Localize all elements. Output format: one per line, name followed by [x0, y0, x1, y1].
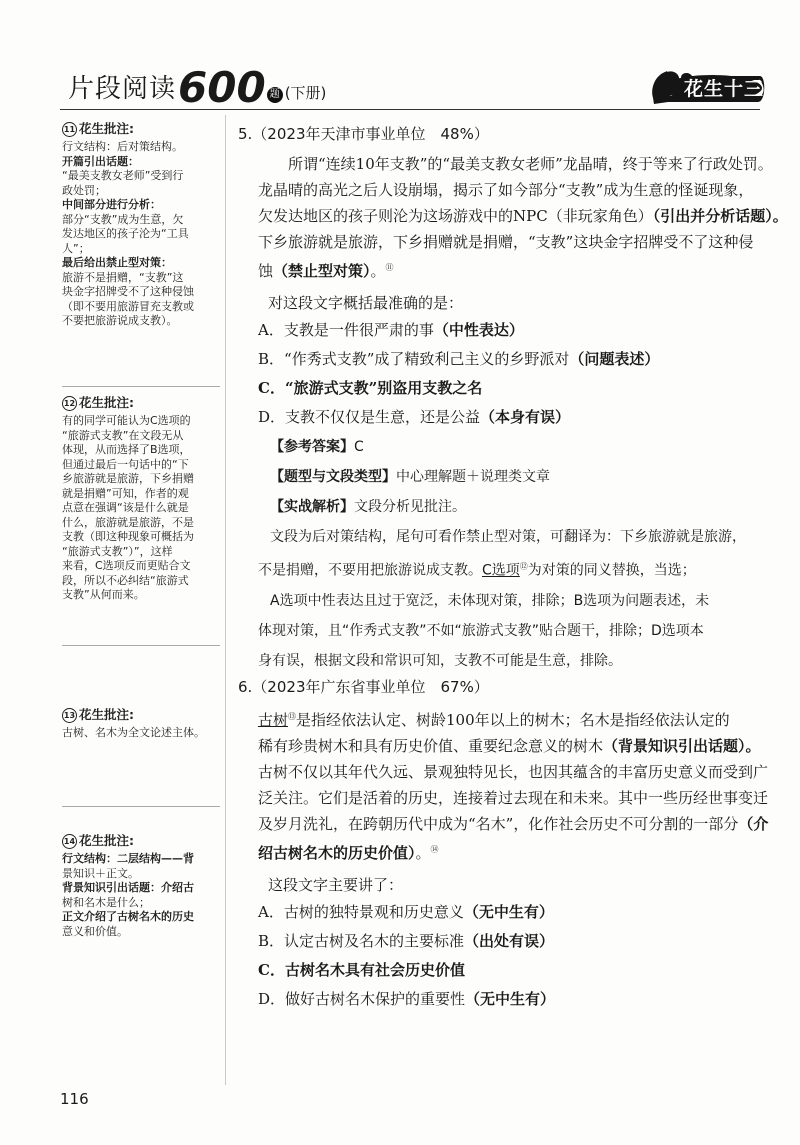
- question-5-passage: [258, 151, 788, 284]
- option-d[interactable]: [258, 403, 758, 432]
- note-line: 段，所以不必纠结“旅游式: [62, 573, 189, 587]
- note-number-icon: 12: [62, 396, 77, 411]
- annotation: （背景知识引出话题）。: [603, 737, 761, 755]
- analysis-line: 身有误，根据文段和常识可知，支教不可能是生意，排除。: [258, 652, 622, 669]
- passage-underlined: 古树: [258, 711, 289, 729]
- analysis-underlined: C选项: [482, 562, 520, 579]
- note-12: [62, 396, 220, 603]
- note-line: “最美支教女老师”受到行: [62, 169, 184, 182]
- note-line: 政处罚；: [62, 183, 106, 197]
- note-number-icon: 14: [62, 834, 77, 849]
- passage-line: [258, 733, 761, 759]
- note-line: “旅游式支教”在文段无从: [62, 428, 184, 442]
- type-key: 【题型与文段类型】: [270, 469, 396, 485]
- note-line: 树和名木是什么；: [62, 895, 150, 909]
- note-13-title: 花生批注:: [79, 707, 134, 723]
- book-title-main: 片段阅读: [68, 74, 177, 104]
- note-line: 中间部分进行分析：: [62, 198, 161, 211]
- option-text: A．支教是一件很严肃的事: [258, 321, 434, 339]
- option-note: （无中生有）: [465, 990, 556, 1008]
- note-separator: [62, 386, 220, 387]
- note-line: 发达地区的孩子沦为“工具: [62, 227, 189, 240]
- note-11: [62, 122, 220, 329]
- passage-text: 。: [415, 844, 431, 862]
- page-header: [0, 0, 800, 125]
- option-c[interactable]: [258, 956, 758, 985]
- note-11-title: 花生批注:: [79, 121, 134, 137]
- book-title-sub: (下册): [284, 84, 327, 102]
- note-line: “旅游式支教”）”，这样: [62, 544, 173, 558]
- note-line: 点意在强调“该是什么就是: [62, 501, 189, 514]
- note-ref: ⑫: [519, 562, 528, 571]
- option-note: （问题表述）: [569, 350, 660, 368]
- option-c[interactable]: [258, 374, 758, 403]
- note-line: 古树、名木为全文论述主体。: [62, 726, 205, 739]
- logo-text: 花生十三: [684, 78, 765, 100]
- note-line: 来看，C选项反而更贴合文: [62, 559, 191, 572]
- passage-line: [258, 255, 758, 284]
- book-title: [68, 63, 327, 112]
- note-line: 不要把旅游说成支教）。: [62, 314, 178, 327]
- note-line: 就是捐赠”可知，作者的观: [62, 486, 189, 500]
- question-5-stem: 对这段文字概括最准确的是：: [268, 294, 464, 312]
- note-11-header: [62, 122, 220, 137]
- note-line: 部分“支教”成为生意，欠: [62, 212, 184, 226]
- annotation: （介: [738, 815, 769, 833]
- option-a[interactable]: [258, 898, 758, 927]
- passage-text: 稀有珍贵树木和具有历史价值、重要纪念意义的树木: [258, 737, 604, 755]
- analysis-line: 文段为后对策结构，尾句可看作禁止型对策，可翻译为：下乡旅游就是旅游，: [270, 529, 746, 545]
- option-note: （出处有误）: [464, 932, 555, 950]
- passage-line: [258, 837, 758, 866]
- option-note: （中性表达）: [433, 321, 524, 339]
- note-line: 什么，旅游就是旅游，不是: [62, 515, 194, 529]
- passage-line: [258, 704, 758, 733]
- note-14-header: [62, 834, 220, 849]
- page-number: 116: [60, 1090, 89, 1108]
- type-line: [270, 462, 758, 492]
- note-line: 乡旅游就是旅游，下乡捐赠: [62, 472, 194, 485]
- analysis-text: 不是捐赠，不要用把旅游说成支教。: [258, 562, 482, 579]
- note-line: 有的同学可能认为C选项的: [62, 414, 191, 427]
- option-a[interactable]: [258, 316, 758, 345]
- note-line: 块金字招牌受不了这种侵蚀: [62, 285, 194, 298]
- analysis-line: A选项中性表达且过于宽泛，未体现对策，排除；B选项为问题表述，未: [270, 592, 710, 609]
- note-line: 行文结构：后对策结构。: [62, 140, 183, 153]
- passage-text: 欠发达地区的孩子则沦为这场游戏中的NPC（非玩家角色）: [258, 207, 653, 225]
- note-number-icon: 11: [62, 122, 77, 137]
- type-value: 中心理解题＋说理类文章: [396, 469, 550, 485]
- answer-key: 【参考答案】: [270, 439, 354, 455]
- note-separator: [62, 806, 220, 807]
- note-line: （即不要用旅游冒充支教或: [62, 299, 194, 313]
- question-6-stem: 这段文字主要讲了：: [268, 876, 404, 894]
- note-line: 最后给出禁止型对策：: [62, 256, 172, 269]
- option-b[interactable]: [258, 927, 758, 956]
- question-6-title: 6.（2023年广东省事业单位 67%）: [238, 678, 489, 696]
- note-line: 行文结构：二层结构——背: [62, 852, 194, 865]
- note-line: 旅游不是捐赠，“支教”这: [62, 270, 184, 284]
- analysis-line: [258, 552, 758, 586]
- option-note: （本身有误）: [480, 408, 571, 426]
- note-line: 意义和价值。: [62, 924, 128, 938]
- question-5: [238, 123, 788, 676]
- option-text: B．“作秀式支教”成了精致利己主义的乡野派对: [258, 350, 570, 368]
- note-ref: ⑪: [385, 263, 394, 272]
- passage-text: 蚀: [258, 262, 274, 280]
- annotation: （禁止型对策）: [273, 262, 371, 280]
- note-13-header: [62, 708, 220, 723]
- note-line: 体现，从而选择了B选项，: [62, 443, 191, 456]
- passage-line: 古树不仅以其年代久远、景观独特见长，也因其蕴含的丰富历史意义而受到广: [258, 763, 769, 781]
- note-number-icon: 13: [62, 708, 77, 723]
- note-14-title: 花生批注:: [79, 833, 134, 849]
- passage-line: 龙晶晴的高光之后人设崩塌，揭示了如今部分“支教”成为生意的怪诞现象，: [258, 181, 754, 199]
- note-12-title: 花生批注:: [79, 395, 134, 411]
- passage-text: 及岁月洗礼，在跨朝历代中成为“名木”，化作社会历史不可分割的一部分: [258, 815, 739, 833]
- answer-line: [270, 432, 758, 462]
- passage-line: 泛关注。它们是活着的历史，连接着过去现在和未来。其中一些历经世事变迁: [258, 789, 769, 807]
- option-text: D．支教不仅仅是生意，还是公益: [258, 408, 481, 426]
- analysis-key: 【实战解析】: [270, 499, 354, 515]
- annotation: 绍古树名木的历史价值）: [258, 844, 416, 862]
- book-title-number: 600: [178, 63, 266, 112]
- header-rule: [60, 109, 760, 110]
- analysis-line: 体现对策，且“作秀式支教”不如“旅游式支教”贴合题干，排除；D选项本: [258, 622, 704, 639]
- note-line: 但通过最后一句话中的“下: [62, 457, 189, 471]
- question-5-title: 5.（2023年天津市事业单位 48%）: [238, 125, 489, 143]
- note-12-header: [62, 396, 220, 411]
- question-6-options: [258, 898, 758, 1014]
- option-text: C．古树名木具有社会历史价值: [258, 961, 465, 979]
- analysis-value: 文段分析见批注。: [354, 499, 466, 515]
- passage-line: [258, 203, 788, 229]
- note-line: 背景知识引出话题：介绍古: [62, 881, 194, 894]
- note-separator: [62, 645, 220, 646]
- note-line: 支教（即这种现象可概括为: [62, 530, 194, 543]
- analysis-head-line: [270, 492, 758, 522]
- passage-line: [258, 811, 769, 837]
- question-6: [238, 676, 769, 1014]
- analysis-text: 为对策的同义替换，当选；: [527, 562, 696, 579]
- option-note: （无中生有）: [463, 903, 554, 921]
- option-text: D．做好古树名木保护的重要性: [258, 990, 466, 1008]
- book-title-badge: 题: [267, 87, 283, 103]
- passage-text: 是指经依法认定、树龄100年以上的树木；名木是指经依法认定的: [296, 711, 730, 729]
- option-text: B．认定古树及名木的主要标准: [258, 932, 465, 950]
- note-line: 人”；: [62, 241, 90, 255]
- note-line: 景知识＋正文。: [62, 866, 139, 880]
- option-b[interactable]: [258, 345, 758, 374]
- option-d[interactable]: [258, 985, 758, 1014]
- passage-text: 。: [370, 262, 386, 280]
- question-6-passage: [258, 704, 769, 866]
- note-ref: ⑬: [288, 712, 297, 721]
- answer-value: C: [354, 439, 364, 455]
- note-line: 开篇引出话题：: [62, 154, 139, 168]
- annotation: （引出并分析话题）。: [652, 207, 788, 225]
- passage-line: 所谓“连续10年支教”的“最美支教女老师”龙晶晴，终于等来了行政处罚。: [288, 155, 773, 173]
- question-5-options: [258, 316, 758, 432]
- note-line: 支教”从何而来。: [62, 588, 145, 601]
- note-ref: ⑭: [430, 845, 439, 854]
- option-text: A．古树的独特景观和历史意义: [258, 903, 464, 921]
- option-text: C．“旅游式支教”别盗用支教之名: [258, 379, 483, 397]
- sidebar-divider: [225, 115, 226, 1085]
- note-line: 正文介绍了古树名木的历史: [62, 910, 194, 923]
- passage-line: 下乡旅游就是旅游，下乡捐赠就是捐赠，“支教”这块金字招牌受不了这种侵: [258, 233, 754, 251]
- brand-logo: [648, 66, 766, 108]
- note-14: [62, 834, 220, 939]
- note-13: [62, 708, 220, 741]
